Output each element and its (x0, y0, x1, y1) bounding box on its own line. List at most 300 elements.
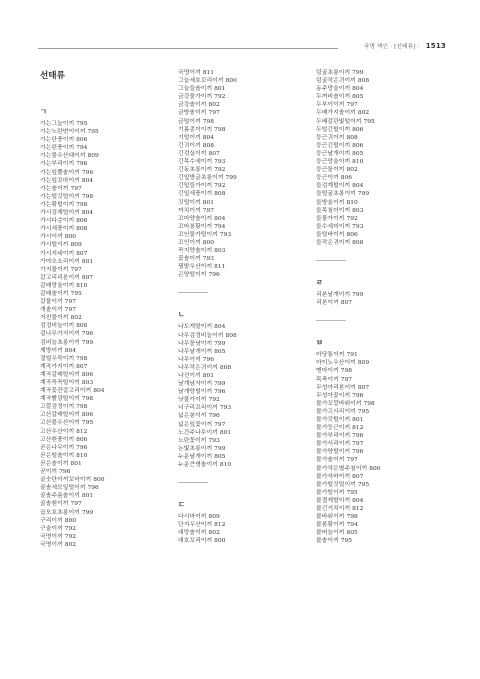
entry-page: 791 (346, 352, 358, 359)
index-entry (40, 314, 164, 322)
entry-page: 800 (214, 538, 226, 545)
entry-page: 801 (81, 493, 94, 500)
index-entry (178, 356, 302, 364)
index-entry (316, 93, 440, 101)
index-entry (40, 169, 164, 177)
index-entry (178, 166, 302, 174)
index-entry (316, 69, 440, 77)
index-entry (40, 452, 164, 460)
index-entry (178, 437, 302, 445)
index-entry (316, 367, 440, 375)
entry-term: 물결게발이끼 (316, 497, 351, 504)
entry-page: 795 (340, 538, 353, 545)
entry-term: 국명이끼 (40, 541, 63, 548)
index-entry (178, 174, 302, 182)
index-entry (316, 215, 440, 223)
entry-term: 물가털이끼 (316, 489, 345, 496)
entry-page: 804 (81, 210, 94, 217)
entry-page: 795 (76, 121, 88, 127)
column-3 (316, 69, 440, 546)
entry-page: 807 (81, 274, 94, 281)
entry-term: 갈래솔이끼 (40, 290, 69, 297)
entry-term: 들작은귀이끼 (316, 239, 351, 246)
entry-term: 계곡꼭꼭털이끼 (40, 380, 80, 386)
index-entry (40, 322, 164, 330)
index-entry (40, 177, 164, 185)
index-entry (316, 424, 440, 432)
index-entry (316, 376, 440, 384)
entry-page: 797 (202, 207, 215, 214)
index-entry (178, 380, 302, 388)
entry-term: 들털굴초롱이끼 (316, 191, 356, 198)
entry-term: 가시다층이끼 (40, 218, 75, 225)
entry-term: 두털긴털이끼 (316, 126, 351, 133)
column-1 (40, 69, 164, 549)
entry-page: 798 (81, 396, 94, 403)
entry-page: 806 (76, 436, 88, 443)
index-entry (316, 513, 440, 521)
entry-page: 797 (346, 457, 358, 464)
entry-term: 계방이끼 (40, 347, 63, 354)
entry-page: 797 (208, 110, 220, 117)
index-entry (40, 128, 164, 136)
entry-term: 골솔주름솔이끼 (40, 493, 80, 500)
index-entry (178, 461, 302, 469)
index-entry (178, 215, 302, 223)
index-entry (40, 484, 164, 492)
index-entry (316, 77, 440, 85)
entry-term: 긴잎세풍이끼 (178, 191, 213, 198)
entry-page: 792 (214, 183, 226, 190)
entry-term: 둥근긴털이끼 (316, 142, 351, 149)
entry-page: 795 (357, 481, 370, 488)
entry-page: 793 (208, 437, 220, 444)
index-entry (40, 379, 164, 387)
index-entry (40, 339, 164, 347)
entry-term: 고산물우산이끼 (40, 420, 80, 427)
entry-term: 넓은잎꽃이끼 (178, 421, 213, 428)
entry-page: 802 (346, 167, 358, 174)
index-entry (178, 231, 302, 239)
index-entry (316, 158, 440, 166)
index-entry (178, 323, 302, 331)
index-entry (316, 199, 440, 207)
entry-page: 797 (64, 307, 77, 314)
entry-term: 둥근망울이끼 (316, 159, 351, 166)
entry-term: 골숫단이끼꼬마이끼 (40, 477, 92, 484)
entry-term: 들털바이끼 (316, 231, 345, 238)
entry-term: 나선이끼 (178, 373, 201, 379)
index-entry (178, 521, 302, 529)
index-entry (40, 193, 164, 201)
index-entry (40, 411, 164, 419)
entry-term: 둥근돌이끼 (316, 167, 345, 174)
entry-page: 808 (346, 134, 358, 141)
entry-page: 804 (202, 134, 215, 141)
entry-term: 누운날개이끼 (178, 453, 213, 460)
entry-term: 가는린풍이끼 (40, 145, 75, 152)
entry-term: 논빛초롱이끼 (178, 445, 213, 452)
index-entry (316, 400, 440, 408)
col2-mid-entries (178, 323, 302, 469)
entry-page: 802 (64, 541, 77, 548)
entry-page: 807 (208, 150, 220, 157)
entry-term: 곧은솔이끼 (40, 460, 69, 467)
entry-page: 810 (346, 199, 358, 206)
entry-term: 가지물이끼 (40, 266, 69, 273)
entry-term: 둥근이끼 (316, 175, 339, 182)
entry-term: 거친물이끼 (40, 315, 69, 322)
index-entry (178, 364, 302, 372)
index-entry (316, 529, 440, 537)
entry-page: 801 (352, 417, 364, 423)
entry-term: 단지우산이끼 (178, 522, 213, 529)
entry-term: 물가양털이끼 (316, 449, 351, 456)
entry-term: 긴잎들가이끼 (178, 183, 213, 190)
entry-page: 792 (346, 215, 358, 222)
index-entry (40, 217, 164, 225)
index-entry (178, 158, 302, 166)
index-entry (178, 453, 302, 461)
entry-page: 810 (76, 282, 88, 289)
index-entry (178, 134, 302, 142)
entry-page: 792 (64, 525, 77, 532)
entry-page: 804 (214, 215, 226, 222)
index-entry (316, 182, 440, 190)
index-entry (178, 372, 302, 380)
entry-page: 812 (352, 425, 364, 432)
entry-page: 800 (369, 465, 381, 472)
entry-term: 두꺼비솔이끼 (316, 94, 351, 101)
running-header-section: 국명 색인 · [선태류] · (363, 44, 420, 50)
divider (178, 292, 208, 293)
entry-term: 겉나무가지이끼 (40, 331, 80, 338)
index-entry (40, 468, 164, 476)
index-entry (40, 306, 164, 314)
entry-term: 들목침이이끼 (316, 207, 351, 214)
index-entry (40, 444, 164, 452)
index-entry (178, 255, 302, 263)
entry-term: 동주망울이끼 (316, 86, 351, 93)
entry-page: 796 (202, 356, 215, 363)
jamo-heading-giyeok: ㄱ (40, 107, 47, 116)
index-entry (178, 445, 302, 453)
entry-page: 796 (352, 433, 364, 440)
index-entry (178, 190, 302, 198)
index-entry (178, 396, 302, 404)
entry-term: 대호꼬리이끼 (178, 538, 213, 545)
index-entry (40, 533, 164, 541)
entry-page: 794 (76, 145, 88, 152)
entry-term: 가는황털이끼 (40, 201, 75, 208)
entry-page: 797 (346, 102, 358, 109)
entry-page: 797 (340, 376, 353, 383)
index-entry (40, 347, 164, 355)
entry-page: 808 (202, 142, 215, 149)
entry-page: 804 (352, 183, 364, 190)
index-entry (40, 428, 164, 436)
entry-term: 구리이끼 (40, 517, 63, 524)
entry-term: 고산갈래털이끼 (40, 412, 80, 419)
entry-page: 806 (352, 142, 364, 149)
entry-term: 무성아리본이끼 (316, 384, 356, 391)
entry-term: 마이노우산이끼 (316, 360, 356, 367)
index-entry (40, 201, 164, 209)
index-entry (178, 199, 302, 207)
jamo-heading-rieul: ㄹ (316, 278, 323, 288)
entry-term: 꿩밭우산이끼 (178, 264, 213, 271)
entry-page: 795 (357, 408, 370, 415)
entry-term: 긴귀이끼 (178, 142, 201, 149)
entry-page: 801 (202, 199, 215, 206)
entry-term: 날개남자이끼 (178, 381, 213, 388)
entry-term: 그늘세호꼬리이끼 (178, 78, 224, 85)
entry-term: 둥근날개이끼 (316, 150, 351, 157)
entry-page: 798 (81, 193, 94, 200)
index-entry (40, 395, 164, 403)
entry-page: 807 (76, 363, 88, 370)
index-entry (178, 109, 302, 117)
entry-term: 둥근귀이끼 (316, 134, 345, 141)
entry-term: 긴동초롱이끼 (178, 167, 213, 174)
index-entry (40, 282, 164, 290)
entry-page: 811 (214, 264, 226, 271)
index-entry (40, 387, 164, 395)
entry-term: 가야오소리이끼 (40, 258, 80, 265)
entry-page: 797 (214, 421, 226, 428)
index-entry (40, 152, 164, 160)
entry-page: 792 (208, 397, 220, 404)
entry-term: 들물가이끼 (316, 215, 345, 222)
index-entry (316, 239, 440, 247)
entry-page: 809 (357, 360, 370, 367)
entry-page: 800 (64, 517, 77, 524)
entry-page: 795 (81, 420, 94, 427)
entry-page: 801 (202, 373, 215, 379)
entry-page: 794 (346, 522, 358, 529)
entry-term: 고산흰풍이끼 (40, 436, 75, 443)
entry-term: 나도게발이끼 (178, 324, 213, 331)
entry-page: 801 (81, 258, 94, 265)
entry-term: 꼬인이끼 (178, 239, 201, 246)
entry-term: 마당통이끼 (316, 352, 345, 359)
entry-term: 들수세미이끼 (316, 223, 351, 230)
entry-page: 807 (357, 384, 370, 391)
entry-page: 801 (219, 429, 232, 436)
index-entry (316, 537, 440, 545)
entry-term: 국명이끼 (178, 70, 201, 76)
entry-term: 가는단풍이끼 (40, 137, 75, 144)
index-entry (40, 250, 164, 258)
jamo-heading-nieun: ㄴ (178, 310, 185, 320)
entry-term: 꼬마봉황이끼 (178, 223, 213, 230)
entry-page: 798 (363, 400, 375, 407)
entry-term: 긴잎방글초롱이끼 (178, 175, 224, 182)
index-entry (178, 239, 302, 247)
entry-page: 811 (202, 70, 215, 76)
entry-page: 806 (81, 412, 94, 419)
entry-term: 나무꼴남이끼 (178, 340, 213, 347)
divider (178, 482, 208, 483)
index-entry (316, 150, 440, 158)
entry-term: 갈래망울이끼 (40, 282, 75, 289)
index-entry (178, 348, 302, 356)
index-entry (316, 134, 440, 142)
index-entry (316, 101, 440, 109)
index-entry (40, 290, 164, 298)
entry-page: 804 (64, 347, 77, 354)
index-entry (178, 77, 302, 85)
entry-term: 물가깃털이끼 (316, 417, 351, 423)
index-entry (316, 351, 440, 359)
entry-page: 792 (214, 167, 226, 174)
index-entry (316, 118, 440, 126)
entry-term: 깃털이끼 (178, 199, 201, 206)
index-entry (178, 412, 302, 420)
index-entry (316, 174, 440, 182)
entry-page: 793 (202, 256, 215, 263)
entry-term: 계곡가지이끼 (40, 363, 75, 370)
entry-page: 807 (340, 300, 353, 307)
entry-page: 796 (208, 272, 220, 279)
index-entry (178, 529, 302, 537)
entry-term: 두배갈관빛털이끼 (316, 118, 362, 125)
entry-page: 792 (214, 94, 226, 101)
entry-page: 796 (352, 449, 364, 456)
index-entry (40, 509, 164, 517)
entry-term: 가시털이끼 (40, 242, 69, 249)
entry-page: 800 (93, 477, 105, 484)
entry-page: 799 (81, 509, 94, 516)
entry-term: 덩굴초롱이끼 (316, 70, 351, 76)
entry-page: 795 (70, 290, 82, 297)
index-entry (40, 492, 164, 500)
entry-term: 나무작은귀이끼 (178, 364, 218, 371)
entry-term: 물솔이끼 (316, 538, 339, 545)
entry-term: 낫물가이끼 (178, 397, 207, 404)
index-entry (316, 207, 440, 215)
entry-term: 곱모호초롱이끼 (40, 509, 80, 516)
entry-term: 나무검정비늘이끼 (178, 332, 224, 339)
entry-page: 809 (87, 153, 99, 160)
entry-page: 799 (214, 381, 226, 388)
entry-term: 들방울이끼 (316, 199, 345, 206)
entry-page: 793 (352, 223, 364, 230)
jamo-heading-mieum: ㅂ (316, 338, 323, 348)
entry-term: 물긴거치이끼 (316, 506, 351, 513)
entry-term: 까치이끼 (178, 207, 201, 214)
entry-page: 806 (76, 137, 88, 144)
entry-page: 799 (352, 70, 364, 76)
index-entry (316, 456, 440, 464)
index-entry (178, 118, 302, 126)
entry-term: 골솔흰이끼 (40, 501, 69, 508)
entry-page: 798 (202, 118, 215, 125)
index-entry (178, 223, 302, 231)
entry-term: 가는털깃털이끼 (40, 193, 80, 200)
entry-term: 국명이끼 (40, 533, 63, 540)
entry-page: 794 (214, 223, 226, 230)
index-entry (316, 142, 440, 150)
index-entry (316, 489, 440, 497)
section-title: 선태류 (40, 71, 65, 81)
entry-term: 가는물우산대이끼 (40, 153, 86, 160)
entry-page: 797 (70, 266, 82, 273)
index-entry (40, 185, 164, 193)
entry-page: 806 (340, 175, 353, 182)
index-entry (316, 109, 440, 117)
entry-term: 계곡갈래털이끼 (40, 371, 80, 378)
entry-term: 가시지네이끼 (40, 250, 75, 257)
entry-page: 808 (76, 226, 88, 233)
entry-page: 803 (214, 248, 226, 255)
index-entry (316, 408, 440, 416)
running-header (364, 42, 446, 50)
index-entry (40, 233, 164, 241)
entry-term: 갈물이끼 (40, 299, 63, 306)
index-entry (178, 85, 302, 93)
entry-term: 두배가지솔이끼 (316, 110, 356, 117)
entry-term: 덩굴작은귀이끼 (316, 78, 356, 85)
index-entry (316, 521, 440, 529)
entry-page: 796 (76, 444, 88, 451)
entry-term: 기름종이이끼 (178, 126, 213, 133)
entry-term: 물가둥근이끼 (316, 425, 351, 432)
index-entry (178, 207, 302, 215)
entry-term: 리본날개이끼 (316, 292, 351, 299)
entry-page: 800 (64, 234, 77, 241)
entry-page: 799 (225, 175, 237, 182)
entry-term: 가는부리이끼 (40, 161, 75, 168)
entry-page: 796 (81, 169, 94, 176)
index-entry (178, 93, 302, 101)
entry-term: 곧이끼 (40, 469, 58, 476)
index-entry (178, 247, 302, 255)
entry-page: 796 (352, 392, 364, 399)
entry-term: 가시이끼 (40, 234, 63, 241)
col3-top-entries (316, 69, 440, 247)
entry-term: 꼬인물가털이끼 (178, 231, 218, 238)
entry-page: 795 (363, 118, 375, 125)
entry-term: 고깔검정이끼 (40, 404, 75, 411)
entry-page: 799 (352, 292, 364, 299)
entry-page: 798 (76, 404, 88, 411)
index-entry (178, 513, 302, 521)
entry-page: 802 (357, 110, 370, 117)
index-entry (40, 266, 164, 274)
entry-term: 금강물가이끼 (178, 94, 213, 101)
entry-term: 갈고리리본이끼 (40, 274, 80, 281)
entry-term: 맨마이끼 (316, 368, 339, 375)
index-entry (178, 150, 302, 158)
entry-term: 물가자바이끼 (316, 473, 351, 480)
index-entry (40, 525, 164, 533)
entry-term: 목축이끼 (316, 376, 339, 383)
index-entry (178, 340, 302, 348)
entry-term: 검정비늘이끼 (40, 323, 75, 330)
entry-page: 805 (352, 94, 364, 101)
index-entry (40, 258, 164, 266)
index-entry (40, 363, 164, 371)
entry-page: 802 (70, 315, 82, 322)
entry-page: 798 (76, 201, 88, 208)
entry-page: 796 (87, 485, 99, 492)
entry-term: 고산우산이끼 (40, 428, 75, 435)
entry-term: 다시마이끼 (178, 514, 207, 521)
entry-page: 799 (214, 445, 226, 452)
entry-term: 가는잎꼬마이끼 (40, 177, 80, 184)
index-entry (178, 126, 302, 134)
